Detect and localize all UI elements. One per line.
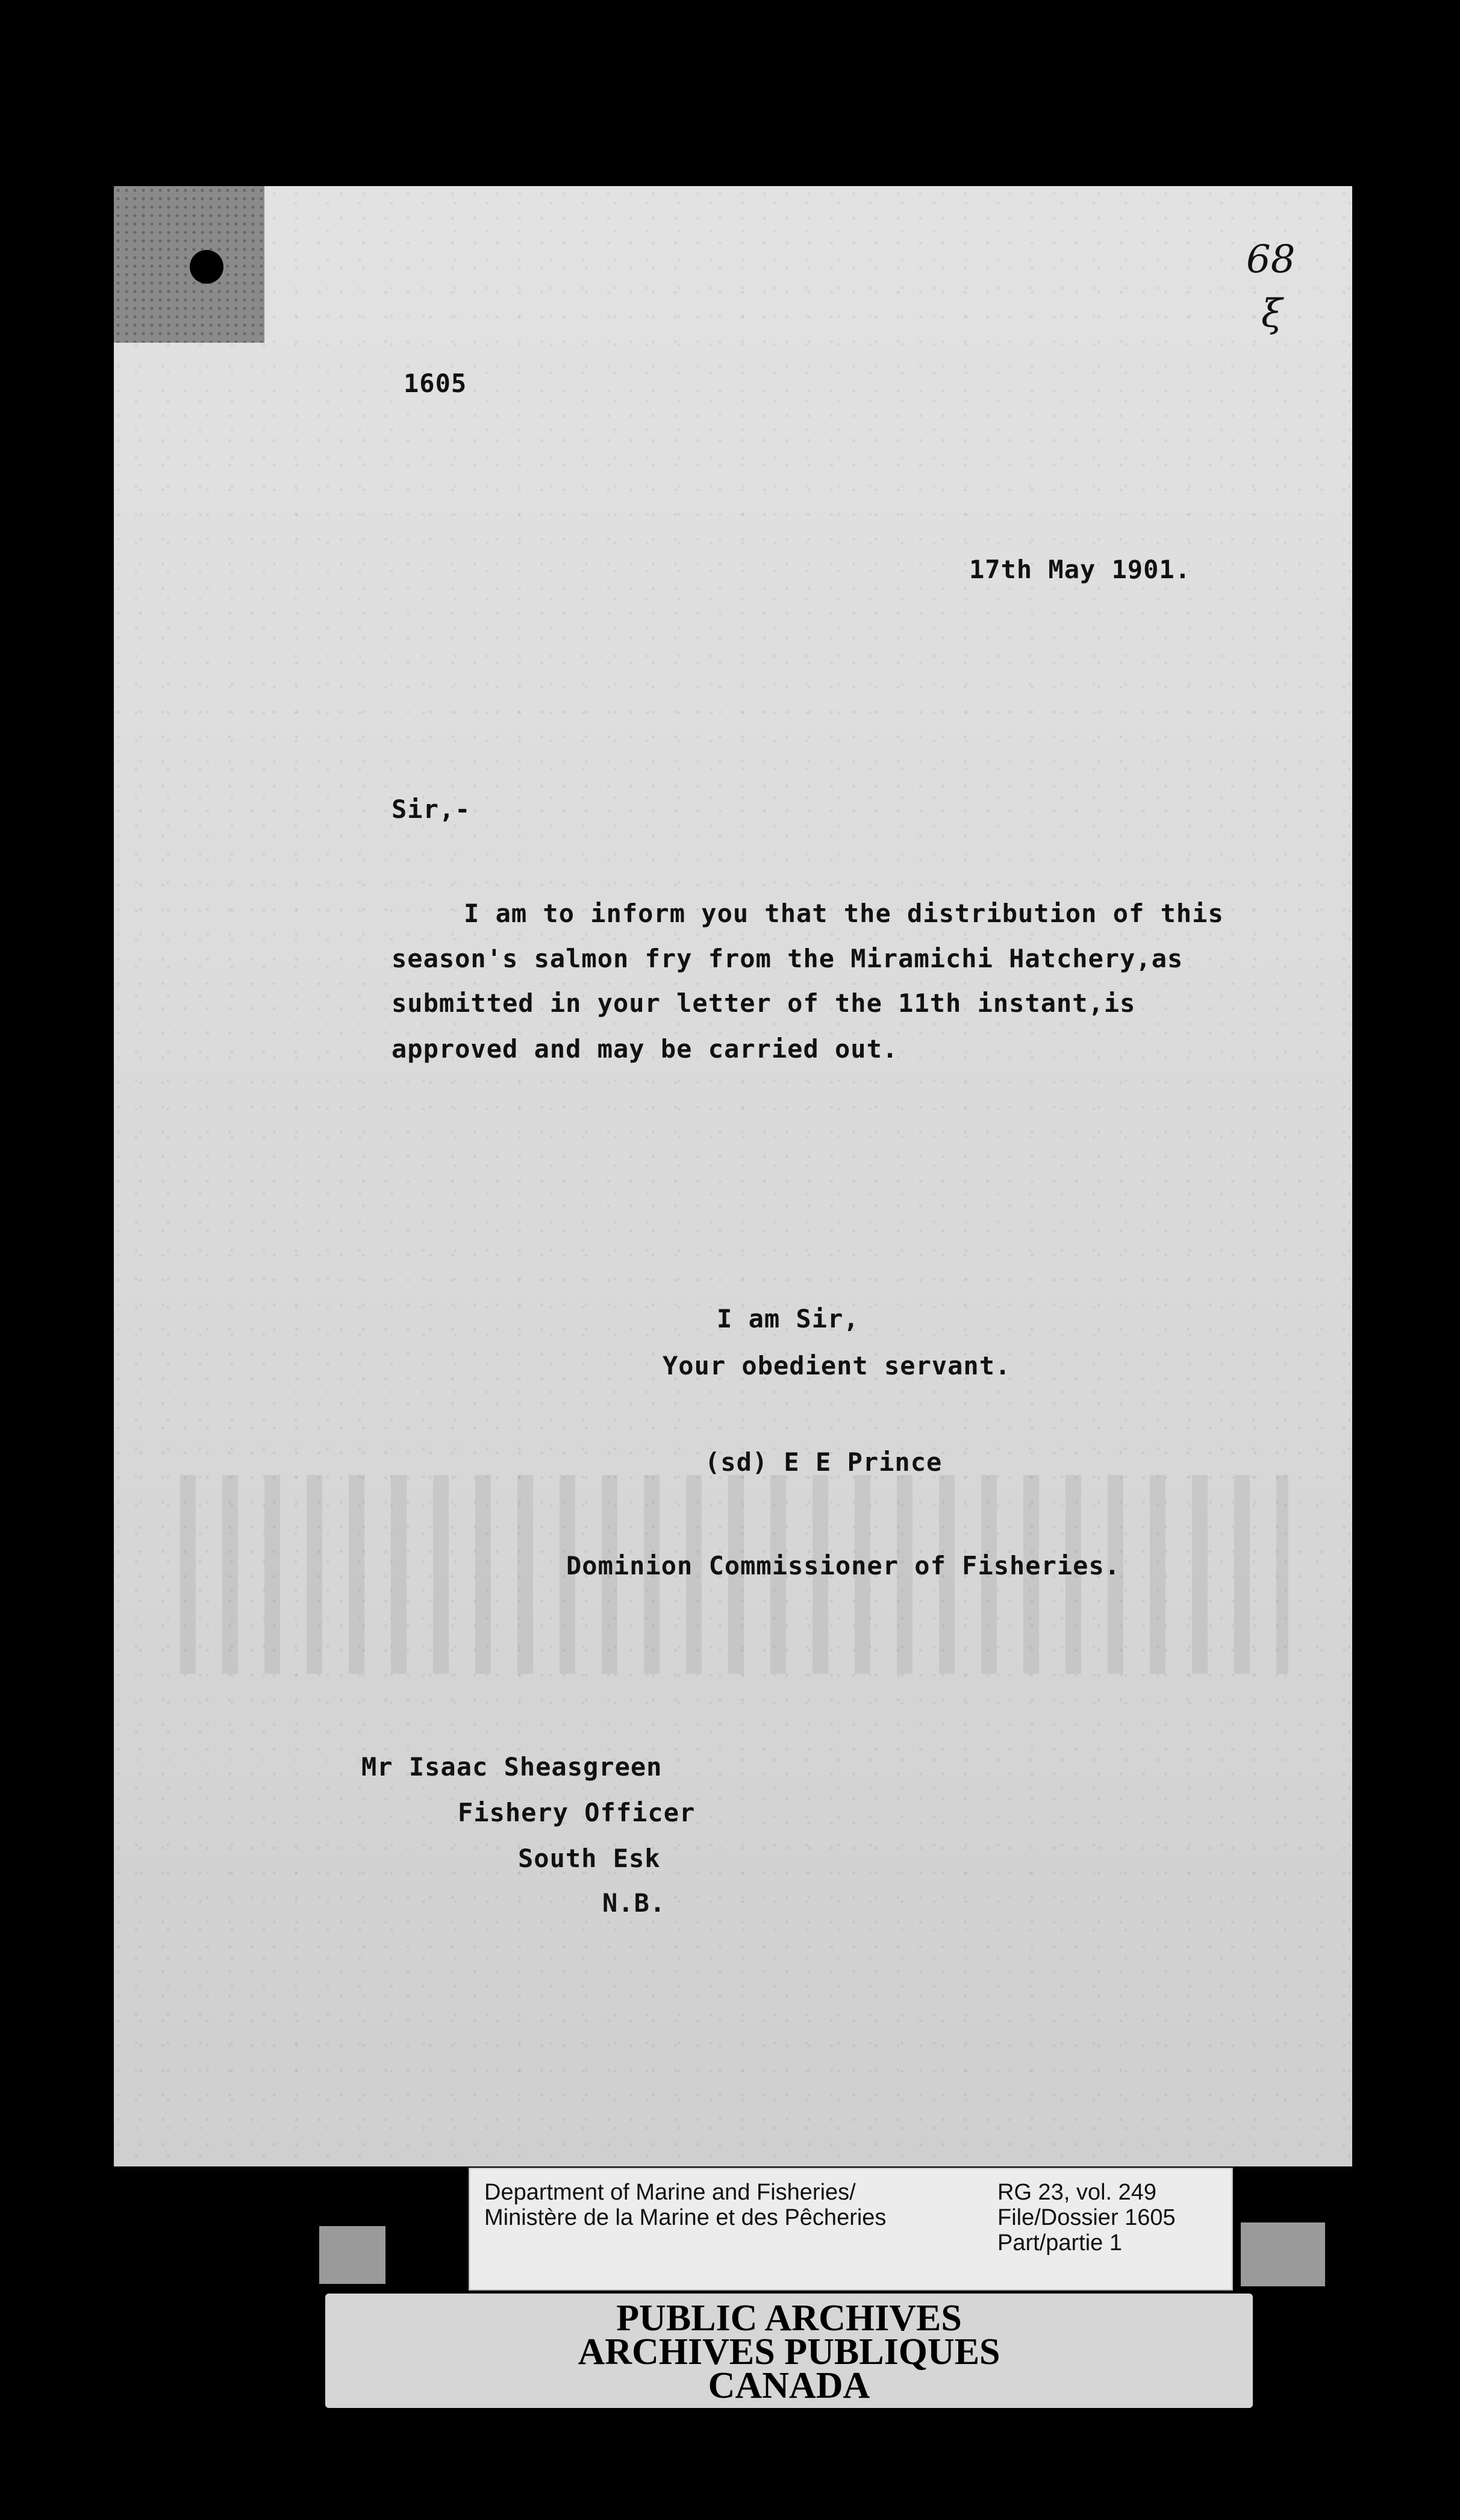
folio-mark: ξ — [1261, 292, 1283, 336]
letter-page — [114, 186, 1352, 2166]
salutation: Sir,- — [392, 794, 471, 824]
label-clip-left — [319, 2226, 385, 2284]
department-line: Ministère de la Marine et des Pêcheries — [484, 2205, 887, 2230]
archive-reference-label — [469, 2168, 1233, 2291]
punch-hole — [190, 250, 223, 284]
addressee-place: South Esk — [518, 1844, 661, 1873]
torn-corner — [114, 186, 264, 343]
folio-mark: 68 — [1246, 237, 1296, 282]
body-line: submitted in your letter of the 11th instant,is — [392, 988, 1136, 1018]
signature: (sd) E E Prince — [705, 1447, 943, 1477]
reference-line: Part/partie 1 — [997, 2230, 1122, 2256]
body-line: season's salmon fry from the Miramichi Hatchery,as — [392, 944, 1184, 973]
reference-line: File/Dossier 1605 — [997, 2205, 1176, 2230]
stamp-line: PUBLIC ARCHIVES — [616, 2298, 962, 2339]
stamp-line: ARCHIVES PUBLIQUES — [578, 2331, 1000, 2372]
closing-line: Your obedient servant. — [663, 1351, 1011, 1380]
body-line: approved and may be carried out. — [392, 1034, 899, 1064]
addressee-title: Fishery Officer — [458, 1798, 696, 1827]
stamp-line: CANADA — [708, 2365, 870, 2406]
file-number: 1605 — [404, 369, 467, 398]
addressee-name: Mr Isaac Sheasgreen — [361, 1752, 663, 1782]
body-line: I am to inform you that the distribution of this — [464, 899, 1224, 928]
signature-title: Dominion Commissioner of Fisheries. — [566, 1551, 1121, 1580]
addressee-province: N.B. — [602, 1888, 666, 1918]
letter-date: 17th May 1901. — [969, 555, 1191, 584]
reference-line: RG 23, vol. 249 — [997, 2180, 1157, 2205]
label-clip-right — [1241, 2222, 1325, 2286]
archives-stamp — [325, 2294, 1253, 2408]
department-line: Department of Marine and Fisheries/ — [484, 2180, 856, 2205]
closing-line: I am Sir, — [717, 1304, 859, 1333]
